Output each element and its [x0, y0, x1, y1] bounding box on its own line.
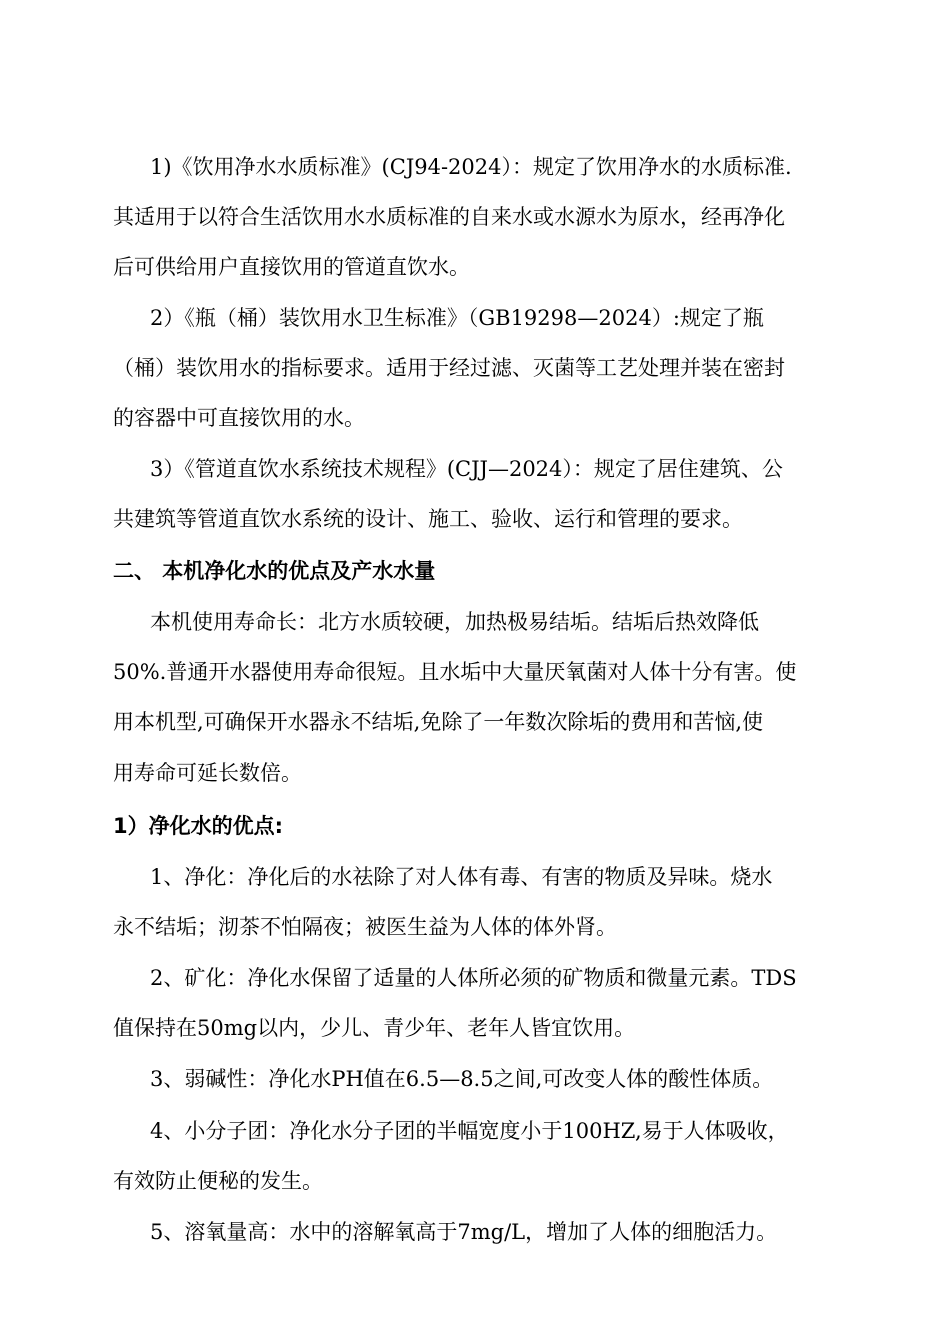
list-item-line: 2、矿化：净化水保留了适量的人体所必须的矿物质和微量元素。TDS — [150, 966, 797, 990]
paragraph-line: 其适用于以符合生活饮用水水质标准的自来水或水源水为原水，经再净化 — [113, 205, 785, 229]
list-item-line: 3、弱碱性：净化水PH值在6.5—8.5之间,可改变人体的酸性体质。 — [150, 1067, 774, 1091]
list-item-line: 1、净化：净化后的水祛除了对人体有毒、有害的物质及异味。烧水 — [150, 865, 773, 889]
paragraph-line: 3）《管道直饮水系统技术规程》(CJJ—2024）：规定了居住建筑、公 — [150, 457, 783, 481]
paragraph-line: 本机使用寿命长：北方水质较硬，加热极易结垢。结垢后热效降低 — [150, 610, 759, 634]
subsection-heading: 1）净化水的优点: — [113, 814, 284, 838]
list-item-line: 永不结垢；沏茶不怕隔夜；被医生益为人体的体外肾。 — [113, 915, 617, 939]
paragraph-line: （桶）装饮用水的指标要求。适用于经过滤、灭菌等工艺处理并装在密封 — [113, 356, 785, 380]
paragraph-line: 2）《瓶（桶）装饮用水卫生标准》（GB19298—2024）:规定了瓶 — [150, 306, 764, 330]
list-item-line: 4、小分子团：净化水分子团的半幅宽度小于100HZ,易于人体吸收， — [150, 1119, 789, 1143]
paragraph-line: 50%.普通开水器使用寿命很短。且水垢中大量厌氧菌对人体十分有害。使 — [113, 660, 797, 684]
paragraph-line: 用寿命可延长数倍。 — [113, 761, 302, 785]
paragraph-line: 用本机型,可确保开水器永不结垢,免除了一年数次除垢的费用和苦恼,使 — [113, 710, 764, 734]
paragraph-line: 后可供给用户直接饮用的管道直饮水。 — [113, 255, 470, 279]
paragraph-line: 共建筑等管道直饮水系统的设计、施工、验收、运行和管理的要求。 — [113, 507, 743, 531]
list-item-line: 值保持在50mg以内，少儿、青少年、老年人皆宜饮用。 — [113, 1016, 636, 1040]
list-item-line: 5、溶氧量高：水中的溶解氧高于7mg/L，增加了人体的细胞活力。 — [150, 1220, 778, 1244]
paragraph-line: 1)《饮用净水水质标准》(CJ94-2024）：规定了饮用净水的水质标准. — [150, 155, 792, 179]
paragraph-line: 的容器中可直接饮用的水。 — [113, 406, 365, 430]
section-heading: 二、 本机净化水的优点及产水水量 — [113, 559, 436, 583]
list-item-line: 有效防止便秘的发生。 — [113, 1169, 323, 1193]
